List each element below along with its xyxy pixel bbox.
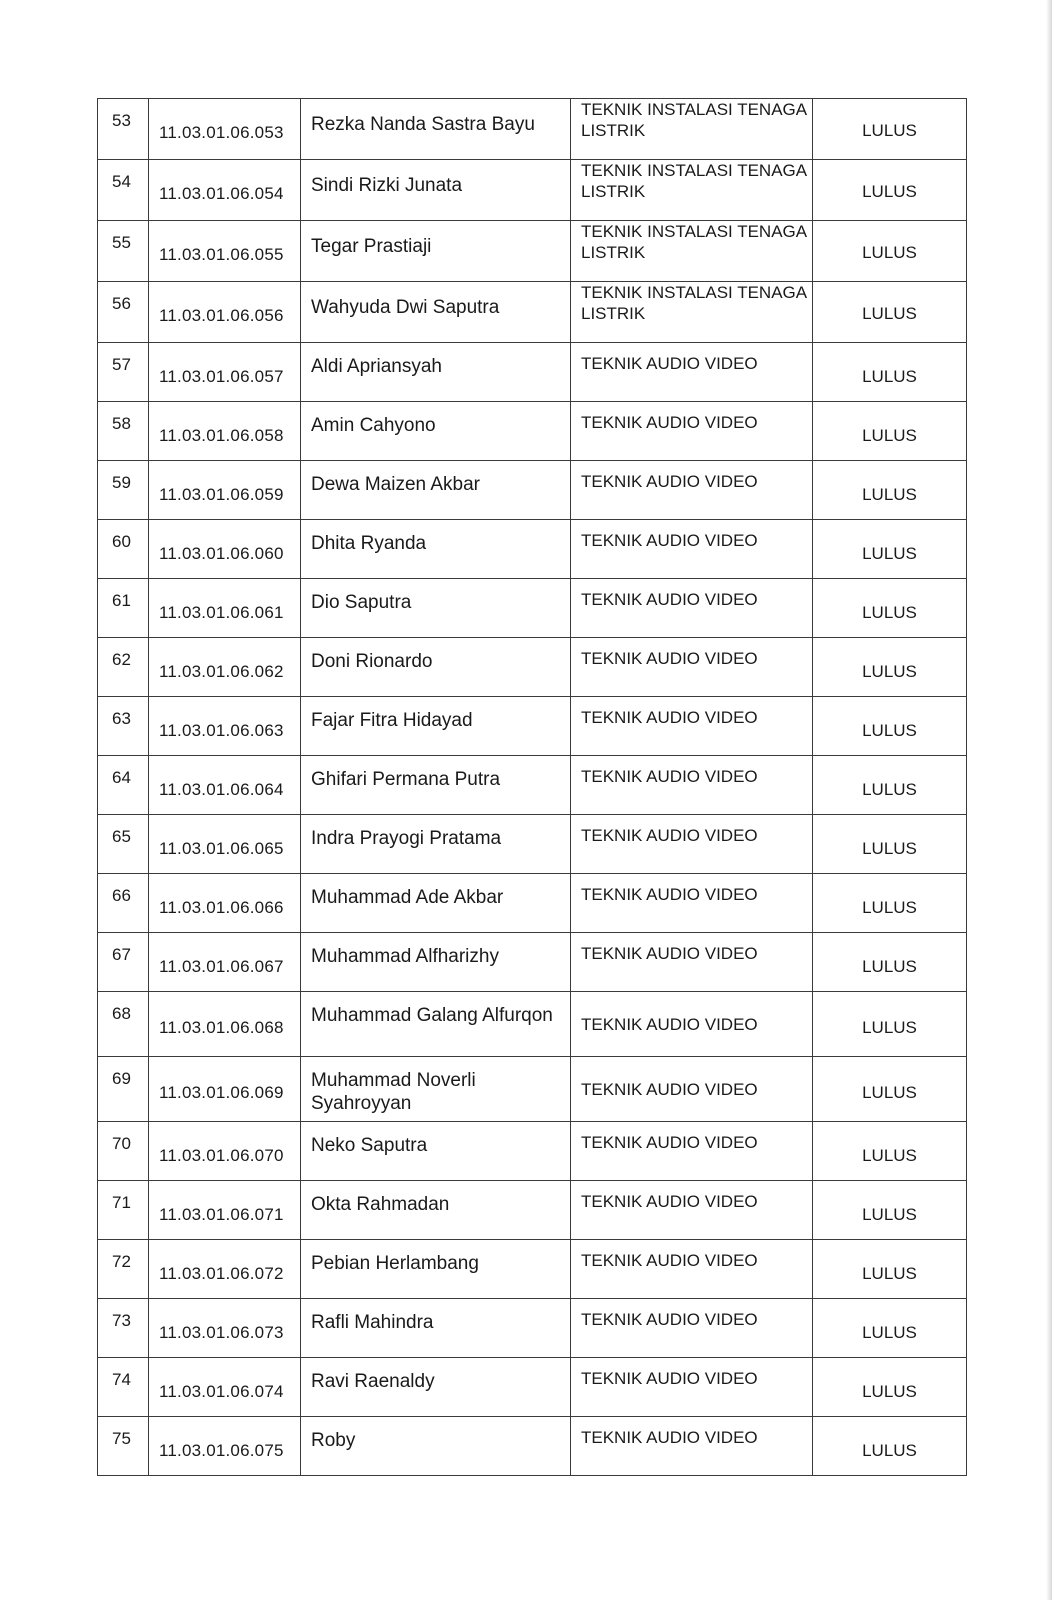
study-program-cell <box>571 1122 813 1181</box>
student-name-cell <box>301 874 571 933</box>
student-id-cell <box>149 343 301 402</box>
table-row <box>98 638 967 697</box>
study-program: TEKNIK AUDIO VIDEO <box>581 531 758 550</box>
graduation-status: LULUS <box>862 898 917 917</box>
graduation-status: LULUS <box>862 304 917 323</box>
study-program-cell <box>571 756 813 815</box>
row-number: 72 <box>112 1252 131 1271</box>
graduation-status: LULUS <box>862 485 917 504</box>
student-name-cell <box>301 160 571 221</box>
row-number: 64 <box>112 768 131 787</box>
study-program: TEKNIK AUDIO VIDEO <box>581 1310 758 1329</box>
student-name: Sindi Rizki Junata <box>311 175 463 196</box>
row-number: 67 <box>112 945 131 964</box>
student-name: Fajar Fitra Hidayad <box>311 710 473 731</box>
row-number: 63 <box>112 709 131 728</box>
graduation-status: LULUS <box>862 544 917 563</box>
study-program: TEKNIK AUDIO VIDEO <box>581 1369 758 1388</box>
student-id-cell <box>149 99 301 160</box>
table-row <box>98 815 967 874</box>
graduation-status-cell <box>813 815 967 874</box>
student-name-cell <box>301 99 571 160</box>
graduation-status: LULUS <box>862 1264 917 1283</box>
row-number-cell <box>98 1417 149 1476</box>
study-program-cell <box>571 697 813 756</box>
student-name-cell <box>301 1122 571 1181</box>
row-number: 58 <box>112 414 131 433</box>
study-program-cell <box>571 461 813 520</box>
graduation-status-cell <box>813 756 967 815</box>
graduation-status: LULUS <box>862 243 917 262</box>
study-program-cell <box>571 815 813 874</box>
student-id-cell <box>149 638 301 697</box>
study-program: TEKNIK AUDIO VIDEO <box>581 413 758 432</box>
student-name-cell <box>301 1299 571 1358</box>
row-number: 61 <box>112 591 131 610</box>
row-number-cell <box>98 1299 149 1358</box>
student-name-cell <box>301 1181 571 1240</box>
table-row <box>98 282 967 343</box>
row-number-cell <box>98 520 149 579</box>
student-id-cell <box>149 1358 301 1417</box>
row-number: 75 <box>112 1429 131 1448</box>
graduation-status: LULUS <box>862 1323 917 1342</box>
study-program: TEKNIK AUDIO VIDEO <box>581 1251 758 1270</box>
row-number-cell <box>98 638 149 697</box>
study-program-cell <box>571 1417 813 1476</box>
study-program: TEKNIK AUDIO VIDEO <box>581 826 758 845</box>
student-name: Rezka Nanda Sastra Bayu <box>311 114 535 135</box>
study-program: TEKNIK AUDIO VIDEO <box>581 1192 758 1211</box>
student-name: Muhammad Alfharizhy <box>311 946 499 967</box>
student-id-cell <box>149 282 301 343</box>
student-id: 11.03.01.06.068 <box>159 1018 284 1037</box>
student-id-cell <box>149 992 301 1057</box>
graduation-status-cell <box>813 1417 967 1476</box>
graduation-status-cell <box>813 579 967 638</box>
row-number-cell <box>98 992 149 1057</box>
graduation-status: LULUS <box>862 182 917 201</box>
student-id: 11.03.01.06.065 <box>159 839 284 858</box>
study-program-cell <box>571 343 813 402</box>
study-program-cell <box>571 638 813 697</box>
graduation-status-cell <box>813 520 967 579</box>
study-program-cell <box>571 1358 813 1417</box>
student-id: 11.03.01.06.058 <box>159 426 284 445</box>
row-number: 57 <box>112 355 131 374</box>
table-row <box>98 874 967 933</box>
student-id-cell <box>149 402 301 461</box>
study-program-cell <box>571 579 813 638</box>
row-number: 60 <box>112 532 131 551</box>
graduation-status: LULUS <box>862 839 917 858</box>
table-row <box>98 343 967 402</box>
student-id-cell <box>149 520 301 579</box>
row-number: 68 <box>112 1004 131 1023</box>
student-name-cell <box>301 1057 571 1122</box>
graduation-status: LULUS <box>862 1018 917 1037</box>
row-number: 53 <box>112 111 131 130</box>
student-name-cell <box>301 1240 571 1299</box>
study-program-cell <box>571 221 813 282</box>
row-number-cell <box>98 99 149 160</box>
row-number: 66 <box>112 886 131 905</box>
study-program: TEKNIK INSTALASI TENAGA LISTRIK <box>581 222 807 262</box>
row-number: 59 <box>112 473 131 492</box>
row-number: 70 <box>112 1134 131 1153</box>
student-name-cell <box>301 402 571 461</box>
graduation-status: LULUS <box>862 367 917 386</box>
student-id: 11.03.01.06.074 <box>159 1382 284 1401</box>
graduation-status: LULUS <box>862 603 917 622</box>
study-program: TEKNIK AUDIO VIDEO <box>581 1080 758 1099</box>
row-number-cell <box>98 402 149 461</box>
graduation-status-cell <box>813 160 967 221</box>
study-program-cell <box>571 1057 813 1122</box>
row-number-cell <box>98 756 149 815</box>
graduation-status-cell <box>813 992 967 1057</box>
row-number-cell <box>98 282 149 343</box>
study-program: TEKNIK AUDIO VIDEO <box>581 885 758 904</box>
student-id: 11.03.01.06.070 <box>159 1146 284 1165</box>
student-id: 11.03.01.06.060 <box>159 544 284 563</box>
row-number-cell <box>98 815 149 874</box>
row-number-cell <box>98 933 149 992</box>
student-name-cell <box>301 579 571 638</box>
study-program: TEKNIK AUDIO VIDEO <box>581 649 758 668</box>
student-name-cell <box>301 933 571 992</box>
page-edge-shadow <box>1046 0 1052 1600</box>
table-row <box>98 160 967 221</box>
student-name: Muhammad Ade Akbar <box>311 887 504 908</box>
student-id: 11.03.01.06.075 <box>159 1441 284 1460</box>
student-id: 11.03.01.06.059 <box>159 485 284 504</box>
student-id: 11.03.01.06.061 <box>159 603 284 622</box>
student-name: Neko Saputra <box>311 1135 428 1156</box>
table-row <box>98 579 967 638</box>
row-number-cell <box>98 1240 149 1299</box>
table-row <box>98 402 967 461</box>
row-number-cell <box>98 461 149 520</box>
graduation-status: LULUS <box>862 1205 917 1224</box>
student-name: Indra Prayogi Pratama <box>311 828 502 849</box>
student-id-cell <box>149 1181 301 1240</box>
student-id-cell <box>149 697 301 756</box>
student-name: Rafli Mahindra <box>311 1312 434 1333</box>
table-row <box>98 1122 967 1181</box>
graduation-status: LULUS <box>862 1382 917 1401</box>
student-name-cell <box>301 221 571 282</box>
student-id: 11.03.01.06.067 <box>159 957 284 976</box>
graduation-status-cell <box>813 1240 967 1299</box>
student-name-cell <box>301 638 571 697</box>
study-program-cell <box>571 402 813 461</box>
table-row <box>98 756 967 815</box>
student-name: Muhammad Galang Alfurqon <box>311 1005 553 1026</box>
student-name-cell <box>301 461 571 520</box>
table-row <box>98 1057 967 1122</box>
graduation-results-table <box>97 98 967 1476</box>
student-id-cell <box>149 756 301 815</box>
student-name: Okta Rahmadan <box>311 1194 450 1215</box>
student-id-cell <box>149 579 301 638</box>
graduation-status-cell <box>813 1122 967 1181</box>
student-id-cell <box>149 221 301 282</box>
row-number-cell <box>98 1057 149 1122</box>
table-row <box>98 992 967 1057</box>
graduation-status-cell <box>813 874 967 933</box>
graduation-status-cell <box>813 1358 967 1417</box>
student-id: 11.03.01.06.056 <box>159 306 284 325</box>
row-number: 69 <box>112 1069 131 1088</box>
student-name-cell <box>301 282 571 343</box>
student-id-cell <box>149 874 301 933</box>
student-id-cell <box>149 1057 301 1122</box>
student-id: 11.03.01.06.063 <box>159 721 284 740</box>
row-number: 73 <box>112 1311 131 1330</box>
student-name: Tegar Prastiaji <box>311 236 432 257</box>
student-id: 11.03.01.06.069 <box>159 1083 284 1102</box>
student-name: Pebian Herlambang <box>311 1253 479 1274</box>
graduation-status-cell <box>813 461 967 520</box>
row-number: 65 <box>112 827 131 846</box>
row-number-cell <box>98 221 149 282</box>
graduation-status-cell <box>813 282 967 343</box>
graduation-status: LULUS <box>862 1441 917 1460</box>
student-name: Dewa Maizen Akbar <box>311 474 480 495</box>
student-id-cell <box>149 815 301 874</box>
study-program-cell <box>571 874 813 933</box>
study-program: TEKNIK AUDIO VIDEO <box>581 1015 758 1034</box>
graduation-status-cell <box>813 638 967 697</box>
study-program-cell <box>571 1240 813 1299</box>
row-number: 55 <box>112 233 131 252</box>
graduation-status-cell <box>813 221 967 282</box>
graduation-status: LULUS <box>862 426 917 445</box>
table-row <box>98 221 967 282</box>
table-row <box>98 1181 967 1240</box>
table-row <box>98 933 967 992</box>
graduation-status-cell <box>813 1181 967 1240</box>
graduation-status-cell <box>813 933 967 992</box>
study-program-cell <box>571 1299 813 1358</box>
study-program: TEKNIK AUDIO VIDEO <box>581 1133 758 1152</box>
table-row <box>98 1417 967 1476</box>
row-number-cell <box>98 343 149 402</box>
student-name-cell <box>301 1417 571 1476</box>
row-number: 62 <box>112 650 131 669</box>
student-id: 11.03.01.06.072 <box>159 1264 284 1283</box>
student-name: Muhammad Noverli Syahroyyan <box>311 1070 476 1114</box>
student-id: 11.03.01.06.053 <box>159 123 284 142</box>
study-program-cell <box>571 520 813 579</box>
student-id-cell <box>149 461 301 520</box>
student-id-cell <box>149 1299 301 1358</box>
graduation-status: LULUS <box>862 721 917 740</box>
results-table-body <box>98 99 967 1476</box>
row-number: 71 <box>112 1193 131 1212</box>
student-name: Ghifari Permana Putra <box>311 769 501 790</box>
student-id: 11.03.01.06.062 <box>159 662 284 681</box>
student-name: Dhita Ryanda <box>311 533 427 554</box>
row-number-cell <box>98 160 149 221</box>
student-name-cell <box>301 1358 571 1417</box>
row-number-cell <box>98 1122 149 1181</box>
graduation-status-cell <box>813 1057 967 1122</box>
student-name: Wahyuda Dwi Saputra <box>311 297 500 318</box>
student-id-cell <box>149 1417 301 1476</box>
study-program: TEKNIK AUDIO VIDEO <box>581 1428 758 1447</box>
row-number-cell <box>98 697 149 756</box>
row-number-cell <box>98 1181 149 1240</box>
student-id: 11.03.01.06.073 <box>159 1323 284 1342</box>
student-id: 11.03.01.06.064 <box>159 780 284 799</box>
student-id-cell <box>149 1122 301 1181</box>
study-program: TEKNIK AUDIO VIDEO <box>581 944 758 963</box>
study-program-cell <box>571 992 813 1057</box>
table-row <box>98 99 967 160</box>
row-number: 74 <box>112 1370 131 1389</box>
graduation-status: LULUS <box>862 957 917 976</box>
study-program-cell <box>571 282 813 343</box>
student-id: 11.03.01.06.071 <box>159 1205 284 1224</box>
row-number: 54 <box>112 172 131 191</box>
graduation-status-cell <box>813 343 967 402</box>
student-name-cell <box>301 815 571 874</box>
table-row <box>98 1358 967 1417</box>
graduation-status: LULUS <box>862 1083 917 1102</box>
row-number-cell <box>98 579 149 638</box>
table-row <box>98 697 967 756</box>
graduation-status-cell <box>813 402 967 461</box>
study-program-cell <box>571 1181 813 1240</box>
graduation-status: LULUS <box>862 1146 917 1165</box>
study-program: TEKNIK AUDIO VIDEO <box>581 354 758 373</box>
row-number: 56 <box>112 294 131 313</box>
student-id: 11.03.01.06.054 <box>159 184 284 203</box>
study-program-cell <box>571 160 813 221</box>
study-program-cell <box>571 933 813 992</box>
student-name: Roby <box>311 1430 356 1451</box>
row-number-cell <box>98 1358 149 1417</box>
student-name-cell <box>301 756 571 815</box>
graduation-status: LULUS <box>862 121 917 140</box>
student-id-cell <box>149 1240 301 1299</box>
study-program: TEKNIK AUDIO VIDEO <box>581 767 758 786</box>
graduation-status-cell <box>813 697 967 756</box>
student-id: 11.03.01.06.055 <box>159 245 284 264</box>
student-name: Ravi Raenaldy <box>311 1371 435 1392</box>
study-program: TEKNIK INSTALASI TENAGA LISTRIK <box>581 283 807 323</box>
study-program: TEKNIK AUDIO VIDEO <box>581 590 758 609</box>
student-id-cell <box>149 160 301 221</box>
table-row <box>98 461 967 520</box>
graduation-status-cell <box>813 1299 967 1358</box>
student-name-cell <box>301 520 571 579</box>
student-name-cell <box>301 697 571 756</box>
student-name: Doni Rionardo <box>311 651 433 672</box>
study-program: TEKNIK AUDIO VIDEO <box>581 472 758 491</box>
study-program: TEKNIK AUDIO VIDEO <box>581 708 758 727</box>
graduation-status: LULUS <box>862 662 917 681</box>
student-id: 11.03.01.06.066 <box>159 898 284 917</box>
student-name-cell <box>301 992 571 1057</box>
student-name: Aldi Apriansyah <box>311 356 442 377</box>
row-number-cell <box>98 874 149 933</box>
graduation-status-cell <box>813 99 967 160</box>
study-program: TEKNIK INSTALASI TENAGA LISTRIK <box>581 161 807 201</box>
table-row <box>98 520 967 579</box>
student-id-cell <box>149 933 301 992</box>
student-name: Dio Saputra <box>311 592 412 613</box>
graduation-status: LULUS <box>862 780 917 799</box>
student-name: Amin Cahyono <box>311 415 436 436</box>
table-row <box>98 1240 967 1299</box>
student-id: 11.03.01.06.057 <box>159 367 284 386</box>
table-row <box>98 1299 967 1358</box>
study-program: TEKNIK INSTALASI TENAGA LISTRIK <box>581 100 807 140</box>
student-name-cell <box>301 343 571 402</box>
study-program-cell <box>571 99 813 160</box>
